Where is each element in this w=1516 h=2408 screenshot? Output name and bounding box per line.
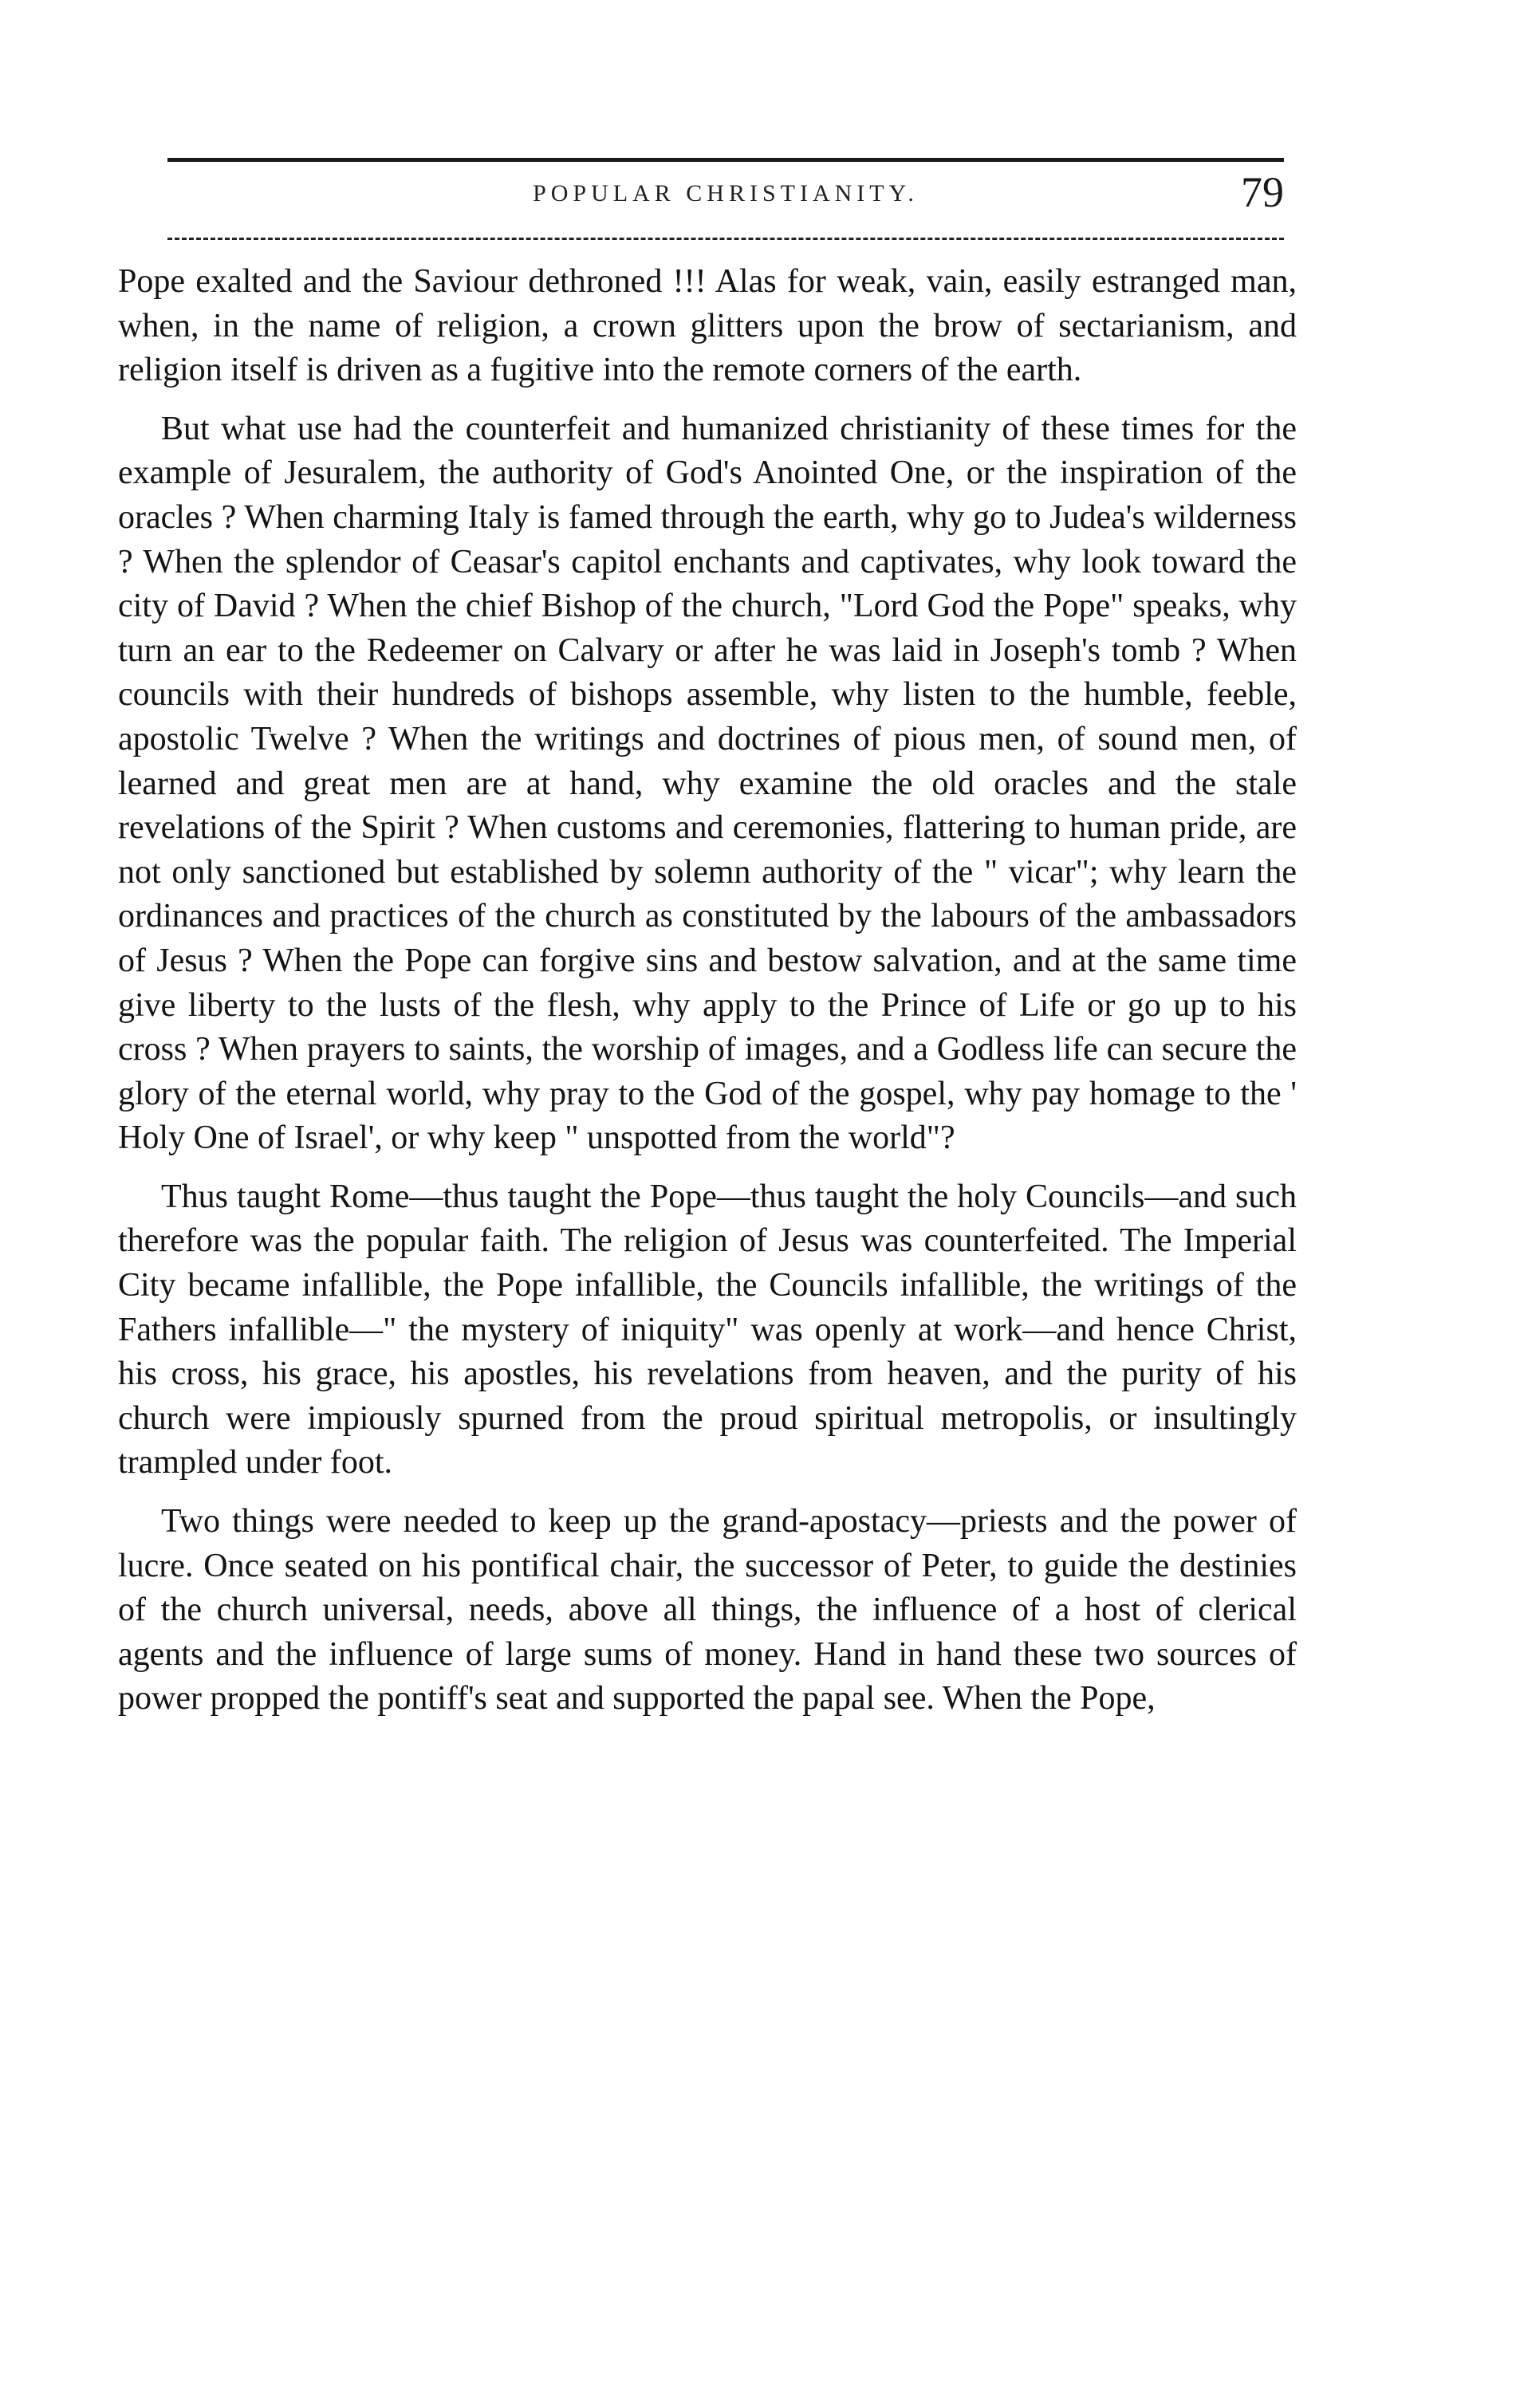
- paragraph-1: Pope exalted and the Saviour dethroned !!! Alas for weak, vain, easily estranged man, when, in the name of religion, a crown glitters upon the brow of sectarianism, and religion itself is driven as a fugitive into the remote corners of the earth.: [118, 263, 1297, 389]
- header-rule-bottom: [167, 238, 1284, 240]
- body-text: [118, 260, 1297, 1736]
- page-number: 79: [1241, 168, 1284, 216]
- running-title: POPULAR CHRISTIANITY.: [533, 180, 919, 207]
- paragraph-4: Two things were needed to keep up the grand-apostacy—priests and the power of lucre. Once seated on his pontifical chair, the successor of Peter, to guide the destinies of the church universal, needs, above all things, the influence of a host of clerical agents and the influence of large sums of money. Hand in hand these two sources of power propped the pontiff's seat and supported the papal see. When the Pope,: [118, 1503, 1297, 1717]
- header-rule-top: [167, 158, 1284, 162]
- paragraph-3: Thus taught Rome—thus taught the Pope—thus taught the holy Councils—and such therefore was the popular faith. The religion of Jesus was counterfeited. The Imperial City became infallible, the Pope infallible, the Councils infallible, the writings of the Fathers infallible—" the mystery of iniquity" was openly at work—and hence Christ, his cross, his grace, his apostles, his revelations from heaven, and the purity of his church were impiously spurned from the proud spiritual metropolis, or insultingly trampled under foot.: [118, 1178, 1297, 1481]
- paragraph-2: But what use had the counterfeit and humanized christianity of these times for the example of Jesuralem, the authority of God's Anointed One, or the inspiration of the oracles ? When charming Italy is famed through the earth, why go to Judea's wilderness ? When the splendor of Ceasar's capitol enchants and captivates, why look toward the city of David ? When the chief Bishop of the church, "Lord God the Pope" speaks, why turn an ear to the Redeemer on Calvary or after he was laid in Joseph's tomb ? When councils with their hundreds of bishops assemble, why listen to the humble, feeble, apostolic Twelve ? When the writings and doctrines of pious men, of sound men, of learned and great men are at hand, why examine the old oracles and the stale revelations of the Spirit ? When customs and ceremonies, flattering to human pride, are not only sanctioned but established by solemn authority of the " vicar"; why learn the ordinances and practices of the church as constituted by the labours of the ambassadors of Jesus ? When the Pope can forgive sins and bestow salvation, and at the same time give liberty to the lusts of the flesh, why apply to the Prince of Life or go up to his cross ? When prayers to saints, the worship of images, and a Godless life can secure the glory of the eternal world, why pray to the God of the gospel, why pay homage to the ' Holy One of Israel', or why keep " unspotted from the world"?: [118, 410, 1297, 1157]
